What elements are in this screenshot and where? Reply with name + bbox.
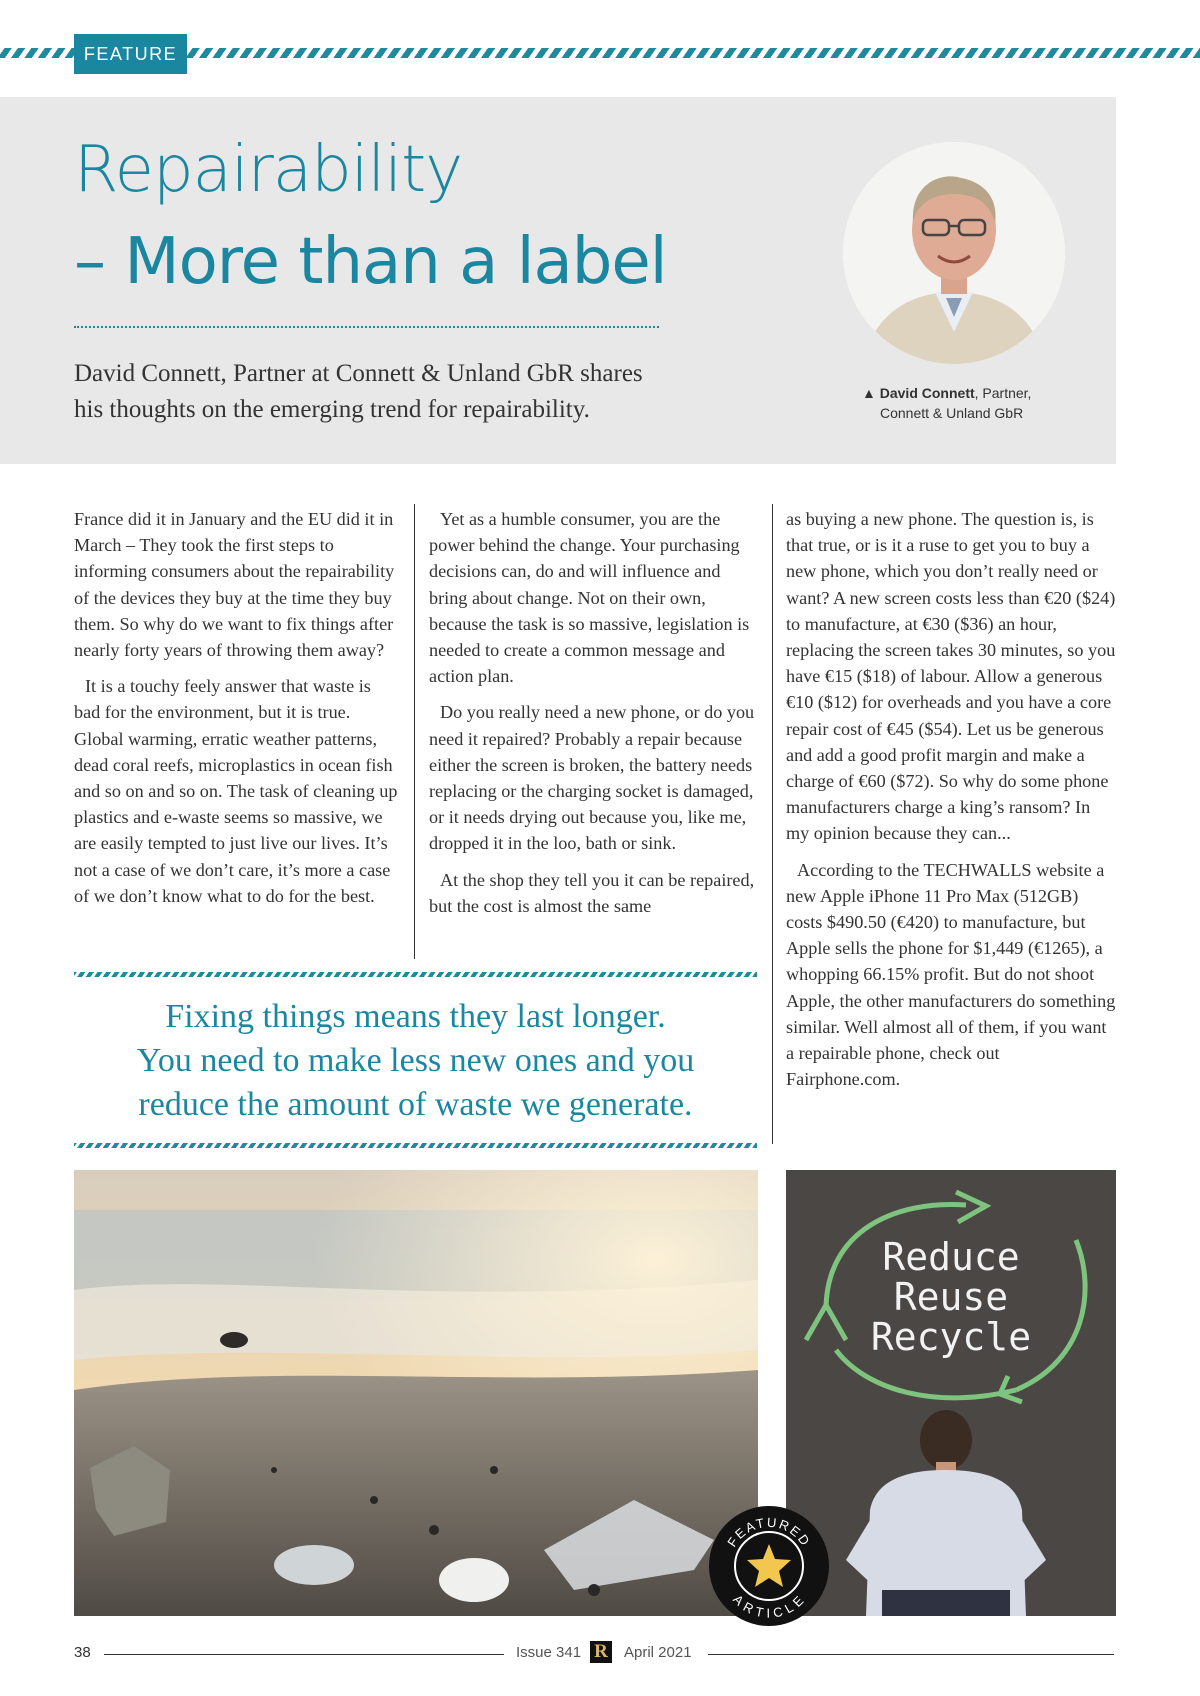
chalk-word: Reduce bbox=[882, 1235, 1020, 1279]
pull-quote-line: reduce the amount of waste we generate. bbox=[138, 1086, 693, 1123]
paragraph: as buying a new phone. The question is, is that true, or is it a ruse to get you to buy a new phone, which you don’t really need or want? A new screen costs less than €20 ($24) to manufacture, at €30 ($36) an hour, replacing the screen takes 30 minutes, so you have €15 ($18) of labour. Allow a generous €10 ($12) for overheads and you have a core repair cost of €45 ($54). Let us be generous and add a good profit margin and make a charge of €60 ($72). So why do some phone manufacturers charge a king’s ransom? In my opinion because they can... bbox=[786, 509, 1116, 844]
pullquote-rule-bottom bbox=[74, 1143, 757, 1148]
reduce-reuse-recycle-photo bbox=[786, 1170, 1116, 1616]
issue-number: Issue 341 bbox=[516, 1644, 582, 1661]
section-tag: FEATURE bbox=[74, 34, 187, 74]
pull-quote-line: You need to make less new ones and you bbox=[136, 1042, 695, 1079]
pull-quote bbox=[74, 995, 757, 1127]
body-column-1 bbox=[74, 506, 400, 919]
paragraph: Yet as a humble consumer, you are the power behind the change. Your purchasing decisions can, do and will influence and bring about change. Not on their own, because the task is so massive, legislation is needed to create a common message and action plan. bbox=[429, 509, 750, 687]
column-rule bbox=[414, 504, 415, 959]
paragraph: France did it in January and the EU did it in March – They took the first steps to informing consumers about the repairability of the devices they buy at the time they buy them. So why do we want to fix things after nearly forty years of throwing them away? bbox=[74, 509, 395, 661]
body-column-2 bbox=[429, 506, 759, 929]
pull-quote-line: Fixing things means they last longer. bbox=[165, 998, 666, 1035]
author-portrait bbox=[843, 142, 1065, 364]
article-title-line1: Repairability bbox=[74, 133, 463, 207]
paragraph: According to the TECHWALLS website a new Apple iPhone 11 Pro Max (512GB) costs $490.50 (€420) to manufacture, but Apple sells the phone for $1,449 (€1265), a whopping 66.15% profit. But do not shoot Apple, the other manufacturers do something similar. Well almost all of them, if you want a repairable phone, check out Fairphone.com. bbox=[786, 859, 1116, 1090]
paragraph: It is a touchy feely answer that waste is bad for the environment, but it is true. Global warming, erratic weather patterns, dead coral reefs, microplastics in ocean fish and so on and so on. The task of cleaning up plastics and e-waste seems so massive, we are easily tempted to just live our lives. It’s not a case of we don’t care, it’s more a case of we don’t know what to do for the best. bbox=[74, 676, 398, 906]
title-divider bbox=[74, 326, 659, 328]
article-title-line2: – More than a label bbox=[74, 225, 667, 299]
chalk-word: Reuse bbox=[893, 1275, 1009, 1319]
paragraph: Do you really need a new phone, or do you need it repaired? Probably a repair because either the screen is broken, the battery needs replacing or the charging socket is damaged, or it needs drying out because you, like me, dropped it in the loo, bath or sink. bbox=[429, 702, 755, 854]
standfirst: David Connett, Partner at Connett & Unland GbR shares his thoughts on the emerging trend for repairability. bbox=[74, 360, 643, 423]
body-column-3 bbox=[786, 506, 1116, 1102]
paragraph: At the shop they tell you it can be repaired, but the cost is almost the same bbox=[429, 869, 755, 916]
issue-date: April 2021 bbox=[624, 1644, 692, 1661]
caption-role: , Partner, bbox=[974, 385, 1032, 401]
badge-top-text: FEATURED bbox=[724, 1514, 814, 1550]
badge-bottom-text: ARTICLE bbox=[730, 1591, 808, 1621]
caption-marker-icon: ▲ bbox=[862, 385, 876, 401]
portrait-caption bbox=[862, 383, 1082, 423]
caption-name: David Connett bbox=[879, 385, 975, 401]
chalk-word: Recycle bbox=[870, 1315, 1032, 1359]
featured-article-badge bbox=[708, 1505, 830, 1627]
pullquote-rule-top bbox=[74, 972, 757, 977]
column-rule bbox=[772, 504, 773, 1144]
magazine-logo: R bbox=[590, 1641, 612, 1663]
page-number: 38 bbox=[74, 1644, 91, 1661]
footer-rule-right bbox=[708, 1654, 1114, 1655]
beach-waste-photo bbox=[74, 1170, 758, 1616]
footer-rule-left bbox=[104, 1654, 504, 1655]
caption-company: Connett & Unland GbR bbox=[880, 405, 1024, 421]
